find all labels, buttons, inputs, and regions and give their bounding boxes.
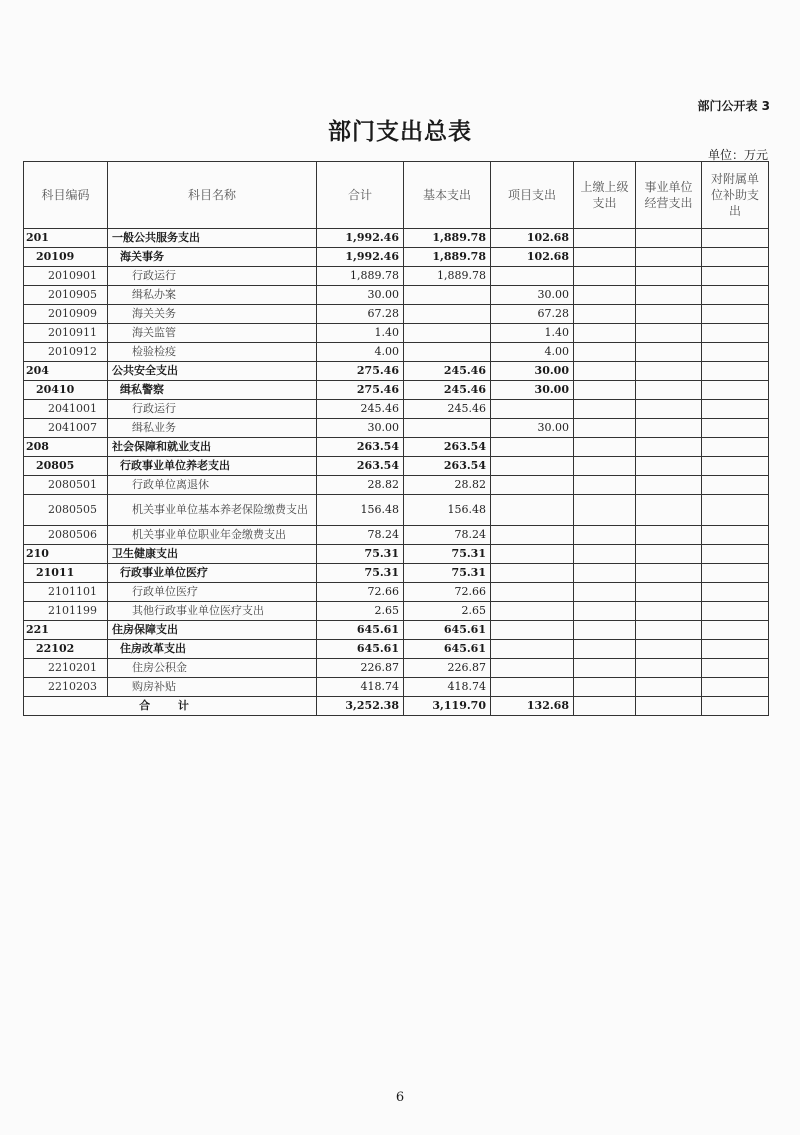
row-total: 30.00 bbox=[317, 286, 404, 305]
row-upper bbox=[574, 248, 636, 267]
table-row bbox=[24, 678, 769, 697]
table-row bbox=[24, 419, 769, 438]
row-code: 201 bbox=[24, 229, 108, 248]
row-code: 2210203 bbox=[24, 678, 108, 697]
row-total: 645.61 bbox=[317, 621, 404, 640]
row-business bbox=[636, 248, 702, 267]
row-total: 275.46 bbox=[317, 362, 404, 381]
table-row bbox=[24, 381, 769, 400]
table-row bbox=[24, 583, 769, 602]
row-total: 226.87 bbox=[317, 659, 404, 678]
row-upper bbox=[574, 438, 636, 457]
row-subsidy bbox=[702, 640, 769, 659]
row-project bbox=[491, 564, 574, 583]
row-name: 其他行政事业单位医疗支出 bbox=[108, 602, 317, 621]
row-upper bbox=[574, 640, 636, 659]
table-row bbox=[24, 564, 769, 583]
row-business bbox=[636, 267, 702, 286]
row-total: 2.65 bbox=[317, 602, 404, 621]
row-total: 1,889.78 bbox=[317, 267, 404, 286]
row-total: 4.00 bbox=[317, 343, 404, 362]
row-code: 2041007 bbox=[24, 419, 108, 438]
unit-label: 单位：万元 bbox=[707, 148, 768, 162]
row-name: 行政单位离退休 bbox=[108, 476, 317, 495]
row-code: 204 bbox=[24, 362, 108, 381]
row-basic: 263.54 bbox=[404, 457, 491, 476]
total-label: 合 计 bbox=[24, 697, 317, 716]
row-upper bbox=[574, 229, 636, 248]
column-header-total: 合计 bbox=[317, 162, 404, 229]
row-project bbox=[491, 545, 574, 564]
row-basic bbox=[404, 324, 491, 343]
row-business bbox=[636, 659, 702, 678]
row-business bbox=[636, 286, 702, 305]
row-upper bbox=[574, 267, 636, 286]
table-row bbox=[24, 305, 769, 324]
row-project bbox=[491, 583, 574, 602]
row-code: 20410 bbox=[24, 381, 108, 400]
row-code: 2210201 bbox=[24, 659, 108, 678]
total-upper bbox=[574, 697, 636, 716]
row-project: 30.00 bbox=[491, 419, 574, 438]
row-upper bbox=[574, 324, 636, 343]
column-header-project: 项目支出 bbox=[491, 162, 574, 229]
row-name: 海关监管 bbox=[108, 324, 317, 343]
row-total: 78.24 bbox=[317, 526, 404, 545]
row-name: 公共安全支出 bbox=[108, 362, 317, 381]
table-row bbox=[24, 602, 769, 621]
total-business bbox=[636, 697, 702, 716]
total-amount: 3,252.38 bbox=[317, 697, 404, 716]
row-upper bbox=[574, 602, 636, 621]
row-basic: 1,889.78 bbox=[404, 267, 491, 286]
table-row bbox=[24, 495, 769, 526]
row-basic bbox=[404, 343, 491, 362]
row-upper bbox=[574, 583, 636, 602]
total-row bbox=[24, 697, 769, 716]
column-header-upper: 上缴上级支出 bbox=[574, 162, 636, 229]
row-name: 购房补贴 bbox=[108, 678, 317, 697]
row-name: 缉私办案 bbox=[108, 286, 317, 305]
row-business bbox=[636, 343, 702, 362]
row-subsidy bbox=[702, 305, 769, 324]
row-project: 102.68 bbox=[491, 248, 574, 267]
row-upper bbox=[574, 564, 636, 583]
row-code: 2101199 bbox=[24, 602, 108, 621]
table-row bbox=[24, 400, 769, 419]
row-basic: 645.61 bbox=[404, 640, 491, 659]
row-basic: 263.54 bbox=[404, 438, 491, 457]
row-subsidy bbox=[702, 526, 769, 545]
table-row bbox=[24, 476, 769, 495]
row-code: 2080506 bbox=[24, 526, 108, 545]
row-total: 645.61 bbox=[317, 640, 404, 659]
row-total: 30.00 bbox=[317, 419, 404, 438]
row-code: 2010909 bbox=[24, 305, 108, 324]
row-project bbox=[491, 400, 574, 419]
row-code: 2080505 bbox=[24, 495, 108, 526]
row-business bbox=[636, 678, 702, 697]
row-business bbox=[636, 419, 702, 438]
row-subsidy bbox=[702, 583, 769, 602]
row-total: 263.54 bbox=[317, 457, 404, 476]
row-business bbox=[636, 438, 702, 457]
row-total: 28.82 bbox=[317, 476, 404, 495]
row-total: 263.54 bbox=[317, 438, 404, 457]
row-name: 行政运行 bbox=[108, 400, 317, 419]
row-name: 住房公积金 bbox=[108, 659, 317, 678]
row-basic: 156.48 bbox=[404, 495, 491, 526]
row-subsidy bbox=[702, 324, 769, 343]
row-upper bbox=[574, 526, 636, 545]
row-project: 30.00 bbox=[491, 286, 574, 305]
row-total: 67.28 bbox=[317, 305, 404, 324]
total-subsidy bbox=[702, 697, 769, 716]
row-name: 检验检疫 bbox=[108, 343, 317, 362]
row-basic: 645.61 bbox=[404, 621, 491, 640]
expenditure-table bbox=[23, 161, 769, 716]
row-basic bbox=[404, 419, 491, 438]
row-name: 行政运行 bbox=[108, 267, 317, 286]
row-name: 海关事务 bbox=[108, 248, 317, 267]
row-business bbox=[636, 526, 702, 545]
row-upper bbox=[574, 305, 636, 324]
row-code: 20109 bbox=[24, 248, 108, 267]
row-basic: 226.87 bbox=[404, 659, 491, 678]
row-project: 4.00 bbox=[491, 343, 574, 362]
table-row bbox=[24, 362, 769, 381]
row-upper bbox=[574, 659, 636, 678]
row-subsidy bbox=[702, 621, 769, 640]
row-basic: 75.31 bbox=[404, 545, 491, 564]
row-subsidy bbox=[702, 457, 769, 476]
column-header-code: 科目编码 bbox=[24, 162, 108, 229]
row-total: 275.46 bbox=[317, 381, 404, 400]
row-subsidy bbox=[702, 381, 769, 400]
row-subsidy bbox=[702, 476, 769, 495]
row-subsidy bbox=[702, 495, 769, 526]
table-body bbox=[24, 229, 769, 697]
row-upper bbox=[574, 457, 636, 476]
row-name: 缉私业务 bbox=[108, 419, 317, 438]
row-basic: 1,889.78 bbox=[404, 229, 491, 248]
row-business bbox=[636, 400, 702, 419]
table-row bbox=[24, 659, 769, 678]
total-project: 132.68 bbox=[491, 697, 574, 716]
row-upper bbox=[574, 381, 636, 400]
row-code: 2010905 bbox=[24, 286, 108, 305]
row-upper bbox=[574, 362, 636, 381]
row-basic: 28.82 bbox=[404, 476, 491, 495]
row-name: 住房保障支出 bbox=[108, 621, 317, 640]
row-business bbox=[636, 457, 702, 476]
page-number: 6 bbox=[395, 1090, 405, 1105]
row-code: 2080501 bbox=[24, 476, 108, 495]
row-code: 2101101 bbox=[24, 583, 108, 602]
row-project: 30.00 bbox=[491, 362, 574, 381]
row-name: 机关事业单位职业年金缴费支出 bbox=[108, 526, 317, 545]
row-business bbox=[636, 324, 702, 343]
row-business bbox=[636, 362, 702, 381]
column-header-subsidy: 对附属单位补助支出 bbox=[702, 162, 769, 229]
row-project bbox=[491, 602, 574, 621]
row-business bbox=[636, 476, 702, 495]
row-subsidy bbox=[702, 564, 769, 583]
table-row bbox=[24, 343, 769, 362]
row-code: 2010901 bbox=[24, 267, 108, 286]
row-total: 156.48 bbox=[317, 495, 404, 526]
row-project: 30.00 bbox=[491, 381, 574, 400]
row-name: 行政事业单位医疗 bbox=[108, 564, 317, 583]
row-subsidy bbox=[702, 545, 769, 564]
row-basic: 245.46 bbox=[404, 400, 491, 419]
row-basic: 2.65 bbox=[404, 602, 491, 621]
row-upper bbox=[574, 678, 636, 697]
row-project bbox=[491, 526, 574, 545]
row-code: 20805 bbox=[24, 457, 108, 476]
row-upper bbox=[574, 495, 636, 526]
row-upper bbox=[574, 343, 636, 362]
row-basic: 418.74 bbox=[404, 678, 491, 697]
row-total: 245.46 bbox=[317, 400, 404, 419]
total-basic: 3,119.70 bbox=[404, 697, 491, 716]
row-name: 行政事业单位养老支出 bbox=[108, 457, 317, 476]
row-subsidy bbox=[702, 602, 769, 621]
row-basic: 245.46 bbox=[404, 362, 491, 381]
row-project: 67.28 bbox=[491, 305, 574, 324]
table-row bbox=[24, 457, 769, 476]
column-header-basic: 基本支出 bbox=[404, 162, 491, 229]
table-row bbox=[24, 267, 769, 286]
row-business bbox=[636, 545, 702, 564]
page-title: 部门支出总表 bbox=[328, 119, 472, 145]
row-subsidy bbox=[702, 678, 769, 697]
row-code: 22102 bbox=[24, 640, 108, 659]
row-code: 2041001 bbox=[24, 400, 108, 419]
table-row bbox=[24, 229, 769, 248]
table-row bbox=[24, 640, 769, 659]
row-name: 机关事业单位基本养老保险缴费支出 bbox=[108, 495, 317, 526]
row-basic: 75.31 bbox=[404, 564, 491, 583]
row-total: 1.40 bbox=[317, 324, 404, 343]
table-row bbox=[24, 324, 769, 343]
row-subsidy bbox=[702, 400, 769, 419]
row-subsidy bbox=[702, 419, 769, 438]
row-business bbox=[636, 602, 702, 621]
header-row bbox=[24, 162, 769, 229]
row-business bbox=[636, 583, 702, 602]
row-total: 75.31 bbox=[317, 564, 404, 583]
row-project: 102.68 bbox=[491, 229, 574, 248]
row-basic bbox=[404, 286, 491, 305]
row-project bbox=[491, 621, 574, 640]
row-code: 210 bbox=[24, 545, 108, 564]
row-project bbox=[491, 457, 574, 476]
table-row bbox=[24, 545, 769, 564]
row-subsidy bbox=[702, 343, 769, 362]
row-subsidy bbox=[702, 229, 769, 248]
row-project bbox=[491, 438, 574, 457]
row-code: 2010912 bbox=[24, 343, 108, 362]
row-project bbox=[491, 678, 574, 697]
row-total: 1,992.46 bbox=[317, 229, 404, 248]
row-project bbox=[491, 659, 574, 678]
row-business bbox=[636, 229, 702, 248]
row-code: 208 bbox=[24, 438, 108, 457]
row-upper bbox=[574, 286, 636, 305]
row-subsidy bbox=[702, 438, 769, 457]
row-business bbox=[636, 381, 702, 400]
row-project: 1.40 bbox=[491, 324, 574, 343]
table-row bbox=[24, 286, 769, 305]
row-business bbox=[636, 495, 702, 526]
row-basic: 78.24 bbox=[404, 526, 491, 545]
column-header-name: 科目名称 bbox=[108, 162, 317, 229]
table-row bbox=[24, 438, 769, 457]
row-project bbox=[491, 640, 574, 659]
row-basic: 245.46 bbox=[404, 381, 491, 400]
row-basic: 72.66 bbox=[404, 583, 491, 602]
row-subsidy bbox=[702, 362, 769, 381]
row-subsidy bbox=[702, 267, 769, 286]
row-business bbox=[636, 305, 702, 324]
row-name: 行政单位医疗 bbox=[108, 583, 317, 602]
row-code: 221 bbox=[24, 621, 108, 640]
row-name: 社会保障和就业支出 bbox=[108, 438, 317, 457]
row-project bbox=[491, 267, 574, 286]
table-row bbox=[24, 621, 769, 640]
table-row bbox=[24, 526, 769, 545]
row-upper bbox=[574, 476, 636, 495]
row-name: 住房改革支出 bbox=[108, 640, 317, 659]
row-basic bbox=[404, 305, 491, 324]
row-name: 缉私警察 bbox=[108, 381, 317, 400]
row-code: 21011 bbox=[24, 564, 108, 583]
row-total: 75.31 bbox=[317, 545, 404, 564]
row-project bbox=[491, 476, 574, 495]
row-business bbox=[636, 564, 702, 583]
table-number-label: 部门公开表 3 bbox=[697, 99, 770, 113]
row-basic: 1,889.78 bbox=[404, 248, 491, 267]
row-subsidy bbox=[702, 286, 769, 305]
row-business bbox=[636, 640, 702, 659]
row-code: 2010911 bbox=[24, 324, 108, 343]
row-upper bbox=[574, 545, 636, 564]
column-header-business: 事业单位经营支出 bbox=[636, 162, 702, 229]
row-project bbox=[491, 495, 574, 526]
row-total: 1,992.46 bbox=[317, 248, 404, 267]
row-total: 418.74 bbox=[317, 678, 404, 697]
row-business bbox=[636, 621, 702, 640]
row-upper bbox=[574, 419, 636, 438]
row-total: 72.66 bbox=[317, 583, 404, 602]
row-subsidy bbox=[702, 659, 769, 678]
table-row bbox=[24, 248, 769, 267]
row-subsidy bbox=[702, 248, 769, 267]
row-name: 海关关务 bbox=[108, 305, 317, 324]
row-upper bbox=[574, 400, 636, 419]
row-name: 卫生健康支出 bbox=[108, 545, 317, 564]
row-name: 一般公共服务支出 bbox=[108, 229, 317, 248]
row-upper bbox=[574, 621, 636, 640]
